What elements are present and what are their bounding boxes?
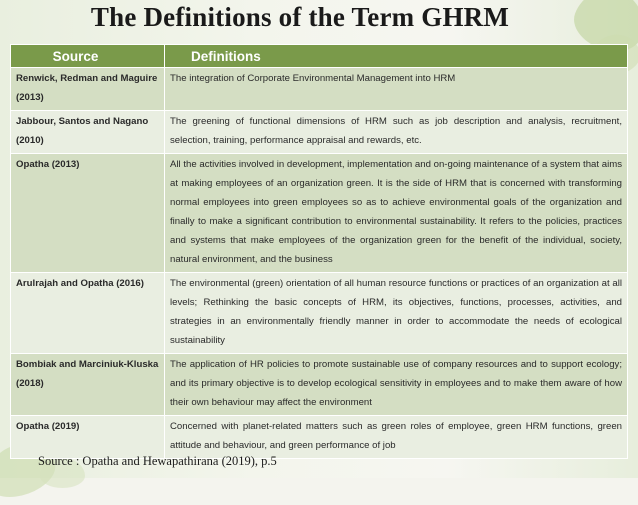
table-row — [11, 154, 628, 273]
table-row — [11, 354, 628, 416]
table-header-row — [11, 45, 628, 68]
row-source: Renwick, Redman and Maguire (2013) — [11, 68, 165, 111]
table-row — [11, 416, 628, 459]
row-source: Arulrajah and Opatha (2016) — [11, 273, 165, 354]
row-definition: All the activities involved in development, implementation and on-going maintenance of a system that aims at making employees of an organization green. It is the side of HRM that is concerned with transforming normal employees into green employees so as to achieve environmental goals of the organization and finally to make a significant contribution to environmental sustainability. It refers to the policies, practices and systems that make employees of the organization green for the benefit of the individual, society, natural environment, and the business — [165, 154, 628, 273]
row-source: Opatha (2013) — [11, 154, 165, 273]
table-row — [11, 68, 628, 111]
slide-title: The Definitions of the Term GHRM — [90, 2, 510, 32]
row-definition: The environmental (green) orientation of all human resource functions or practices of an organization at all levels; Rethinking the basic concepts of HRM, its objectives, functions, processes, activities, and strategies in an environmentally friendly manner in order to accommodate the needs of ecological sustainability — [165, 273, 628, 354]
row-definition: The integration of Corporate Environmental Management into HRM — [165, 68, 628, 111]
row-definition: The greening of functional dimensions of HRM such as job description and analysis, recruitment, selection, training, performance appraisal and rewards, etc. — [165, 111, 628, 154]
row-definition: Concerned with planet-related matters such as green roles of employee, green HRM functions, green attitude and behaviour, and green performance of job — [165, 416, 628, 459]
header-definitions: Definitions — [165, 45, 628, 68]
table-row — [11, 273, 628, 354]
row-source: Bombiak and Marciniuk-Kluska (2018) — [11, 354, 165, 416]
source-footnote: Source : Opatha and Hewapathirana (2019), p.5 — [38, 454, 277, 468]
header-source: Source — [11, 45, 165, 68]
row-source: Jabbour, Santos and Nagano (2010) — [11, 111, 165, 154]
definitions-table — [10, 44, 628, 459]
table-row — [11, 111, 628, 154]
row-definition: The application of HR policies to promote sustainable use of company resources and to support ecology; and its primary objective is to develop ecological sensitivity in employees and to make them aware of how their own behaviour may affect the environment — [165, 354, 628, 416]
row-source: Opatha (2019) — [11, 416, 165, 459]
definitions-table-container — [10, 44, 627, 459]
